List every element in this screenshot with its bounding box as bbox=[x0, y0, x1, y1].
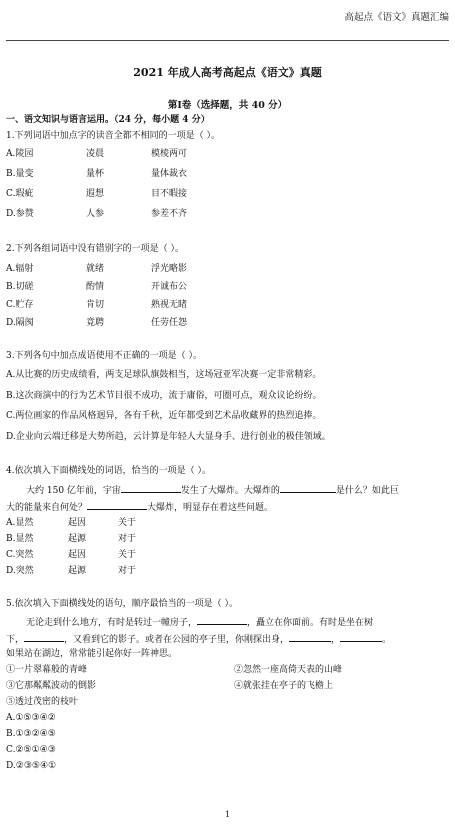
blank-2[interactable] bbox=[24, 632, 64, 642]
question-4-option-c[interactable] bbox=[6, 549, 449, 561]
question-3-option-a[interactable]: A.从比赛的历史成绩看，两支足球队旗鼓相当，这场冠亚军决赛一定非常精彩。 bbox=[6, 370, 322, 380]
question-3-option-c[interactable]: C.两位画家的作品风格迥异，各有千秋，近年都受到艺术品收藏界的热烈追捧。 bbox=[6, 411, 322, 421]
question-1-option-d[interactable] bbox=[6, 208, 449, 220]
question-5-option-b[interactable]: B.①③②④⑤ bbox=[6, 729, 56, 739]
question-1-stem: 1.下列词语中加点字的读音全都不相同的一项是（ ）。 bbox=[6, 131, 220, 141]
option-word-2: 竟聘 bbox=[86, 318, 105, 328]
option-word-1: D.突然 bbox=[6, 566, 34, 576]
option-word-2: 肯切 bbox=[86, 300, 105, 310]
option-word-2: 起因 bbox=[68, 518, 87, 528]
question-2-stem: 2.下列各组词语中没有错别字的一项是（ ）。 bbox=[6, 244, 184, 254]
option-word-3: 对于 bbox=[118, 534, 137, 544]
item-4: ④就张挂在亭子的飞檐上 bbox=[234, 681, 334, 691]
question-2-option-c[interactable] bbox=[6, 299, 449, 311]
option-word-1: C.瑕疵 bbox=[6, 189, 34, 199]
option-word-1: A.显然 bbox=[6, 518, 34, 528]
question-5-option-a[interactable]: A.①⑤③④② bbox=[6, 713, 56, 723]
blank-2[interactable] bbox=[280, 483, 336, 493]
option-word-3: 熟视无睹 bbox=[151, 300, 188, 310]
question-4-option-b[interactable] bbox=[6, 533, 449, 545]
question-5-passage-line-2: 下， ，又看到它的影子。或者在公园的亭子里，你刚探出身， ， 。 bbox=[6, 632, 449, 646]
question-4-stem: 4.依次填入下面横线处的词语，恰当的一项是（ ）。 bbox=[6, 466, 211, 476]
option-word-1: C.贮存 bbox=[6, 300, 34, 310]
option-word-3: 浮光略影 bbox=[151, 264, 188, 274]
option-word-2: 酌情 bbox=[86, 282, 105, 292]
question-5-stem: 5.依次填入下面横线处的语句，顺序最恰当的一项是（ ）。 bbox=[6, 599, 238, 609]
page-number: 1 bbox=[224, 810, 231, 819]
question-3-option-b[interactable]: B.这次商演中的行为艺术节目很不成功，流于庸俗，可圈可点，观众议论纷纷。 bbox=[6, 391, 322, 401]
item-2: ②忽然一座高倚天表的山峰 bbox=[234, 665, 343, 675]
option-word-3: 量体裁衣 bbox=[151, 169, 188, 179]
item-3: ③它那粼粼波动的倒影 bbox=[6, 681, 97, 691]
question-1-option-b[interactable] bbox=[6, 168, 449, 180]
item-5: ⑤透过茂密的枝叶 bbox=[6, 697, 79, 707]
option-word-3: 参差不齐 bbox=[151, 209, 188, 219]
option-word-1: C.突然 bbox=[6, 550, 34, 560]
document-title: 2021 年成人高考高起点《语文》真题 bbox=[133, 66, 322, 79]
option-word-2: 就绪 bbox=[86, 264, 105, 274]
option-word-3: 任劳任怨 bbox=[151, 318, 188, 328]
question-2-option-d[interactable] bbox=[6, 317, 449, 329]
blank-1[interactable] bbox=[197, 615, 247, 625]
question-5-passage-line-3: 如果站在湖边，常常能引起你好一阵神思。 bbox=[6, 649, 178, 659]
option-word-1: A.陵园 bbox=[6, 149, 34, 159]
option-word-2: 量杯 bbox=[86, 169, 105, 179]
question-3-stem: 3.下列各句中加点成语使用不正确的一项是（ ）。 bbox=[6, 351, 202, 361]
option-word-2: 起源 bbox=[68, 534, 87, 544]
option-word-3: 关于 bbox=[118, 550, 137, 560]
header-rule bbox=[6, 40, 449, 41]
question-5-items-row-3 bbox=[6, 696, 449, 708]
question-2-option-a[interactable] bbox=[6, 263, 449, 275]
running-header: 高起点《语文》真题汇编 bbox=[344, 12, 449, 23]
option-word-2: 起源 bbox=[68, 566, 87, 576]
option-word-3: 对于 bbox=[118, 566, 137, 576]
question-5-option-c[interactable]: C.②⑤①④③ bbox=[6, 745, 56, 755]
question-5-passage-line-1: 无论走到什么地方，有时是转过一幢房子， ，矗立在你面前。有时是坐在树 bbox=[6, 615, 449, 629]
option-word-2: 凌晨 bbox=[86, 149, 105, 159]
option-word-2: 人参 bbox=[86, 209, 105, 219]
question-5-items-row-1 bbox=[6, 664, 449, 676]
question-4-option-a[interactable] bbox=[6, 517, 449, 529]
blank-1[interactable] bbox=[121, 483, 181, 493]
blank-3[interactable] bbox=[289, 632, 331, 642]
option-word-3: 关于 bbox=[118, 518, 137, 528]
option-word-3: 目不暇接 bbox=[151, 189, 188, 199]
question-5-option-d[interactable]: D.②③⑤④① bbox=[6, 761, 57, 771]
option-word-1: B.量变 bbox=[6, 169, 34, 179]
option-word-2: 起因 bbox=[68, 550, 87, 560]
question-4-passage-line-2: 大的能量来自何处？ 大爆炸，明显存在着这些问题。 bbox=[6, 500, 449, 514]
option-word-3: 模棱两可 bbox=[151, 149, 188, 159]
question-2-option-b[interactable] bbox=[6, 281, 449, 293]
question-1-option-a[interactable] bbox=[6, 148, 449, 160]
question-1-option-c[interactable] bbox=[6, 188, 449, 200]
section-heading: 一、语文知识与语言运用。（24 分，每小题 4 分） bbox=[6, 115, 210, 125]
part-heading: 第Ⅰ卷（选择题，共 40 分） bbox=[167, 100, 288, 111]
option-word-1: D.参赞 bbox=[6, 209, 34, 219]
question-4-option-d[interactable] bbox=[6, 565, 449, 577]
question-4-passage-line-1: 大约 150 亿年前，宇宙 发生了大爆炸。大爆炸的 是什么？如此巨 bbox=[6, 483, 449, 497]
blank-4[interactable] bbox=[340, 632, 382, 642]
item-1: ①一片翠幕般的青峰 bbox=[6, 665, 88, 675]
option-word-2: 遐想 bbox=[86, 189, 105, 199]
blank-3[interactable] bbox=[87, 500, 147, 510]
option-word-1: B.切磋 bbox=[6, 282, 34, 292]
option-word-1: A.辐射 bbox=[6, 264, 34, 274]
option-word-1: B.显然 bbox=[6, 534, 34, 544]
option-word-3: 开诚布公 bbox=[151, 282, 188, 292]
option-word-1: D.隔阂 bbox=[6, 318, 34, 328]
question-5-items-row-2 bbox=[6, 680, 449, 692]
question-3-option-d[interactable]: D.企业向云端迁移是大势所趋，云计算是年轻人大显身手、进行创业的极佳领域。 bbox=[6, 432, 331, 442]
